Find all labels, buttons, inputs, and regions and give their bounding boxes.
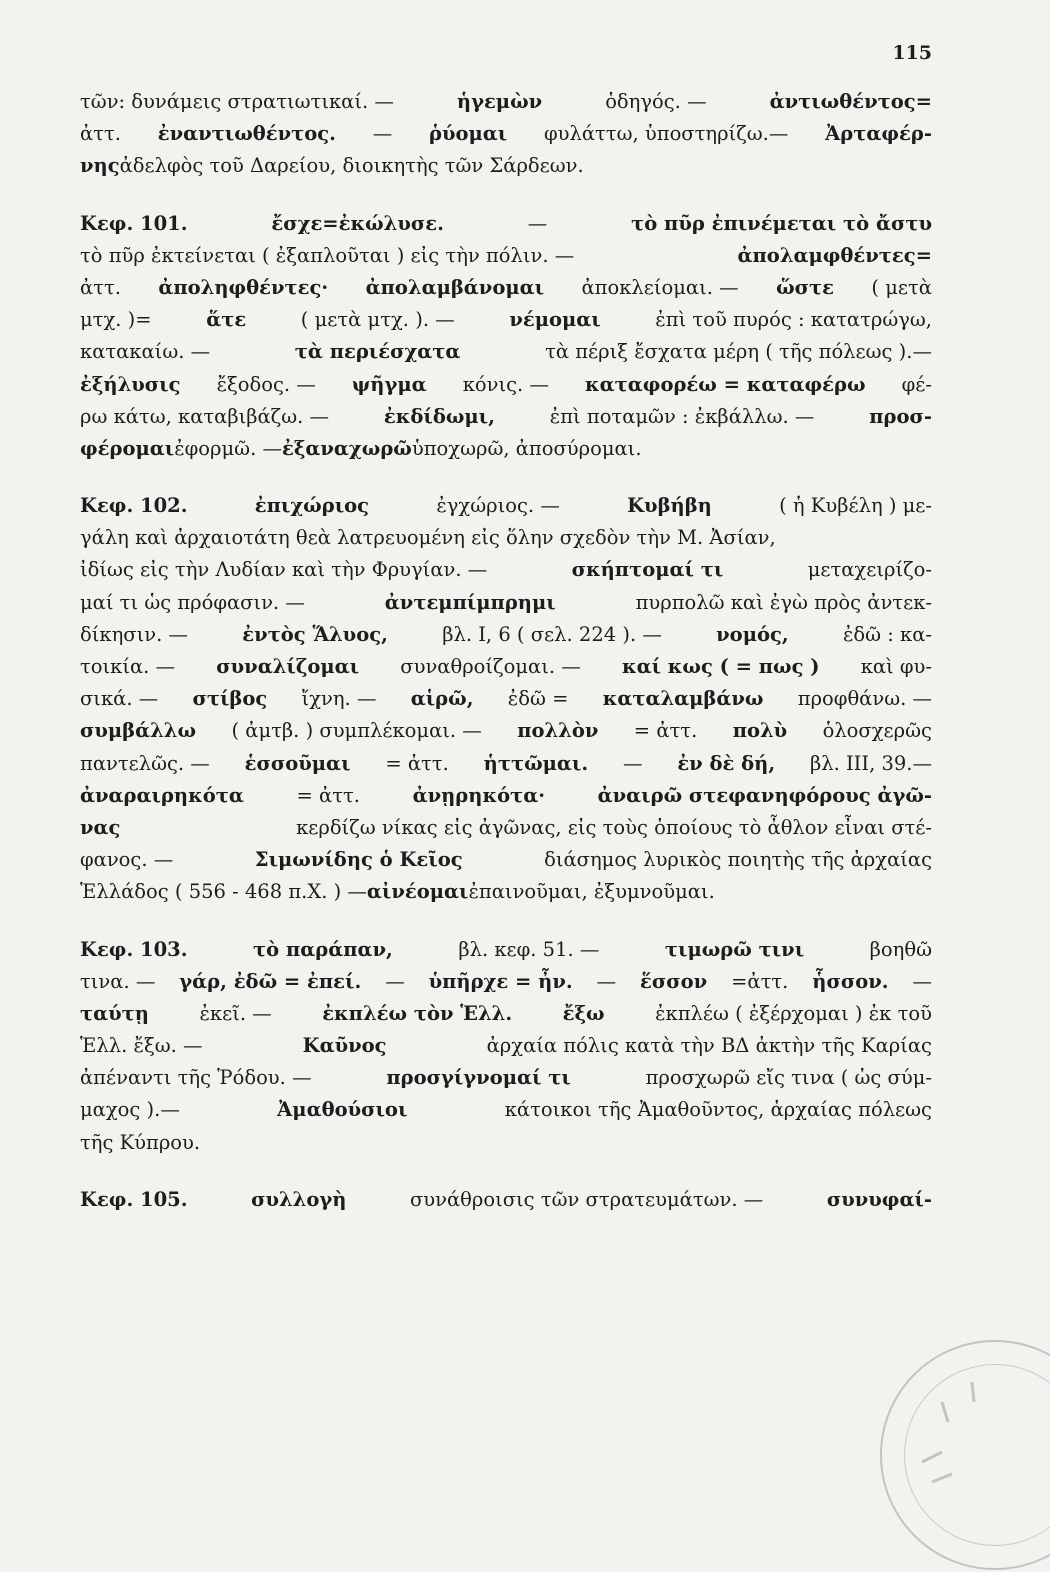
paragraph-gap xyxy=(80,465,932,490)
gloss-text: κόνις. — xyxy=(462,372,549,396)
gloss-text: ( μετὰ xyxy=(871,275,932,299)
gloss-text: Ἑλλ. ἔξω. — xyxy=(80,1034,203,1058)
gloss-text: τῆς Κύπρου. xyxy=(80,1130,201,1154)
gloss-text: μαχος ).— xyxy=(80,1098,180,1122)
paragraph-gap xyxy=(80,909,932,934)
text-line xyxy=(80,554,932,586)
gloss-text: ὁλοσχερῶς xyxy=(822,719,932,743)
gloss-text: κερδίζω νίκας εἰς ἀγῶνας, εἰς τοὺς ὁποίους τὸ ἆθλον εἶναι στέ- xyxy=(296,815,932,839)
text-line xyxy=(80,934,932,966)
gloss-text: συναθροίζομαι. — xyxy=(400,655,581,678)
gloss-text: Ἑλλάδος ( 556 - 468 π.Χ. ) — xyxy=(80,880,367,904)
headword: προσ- xyxy=(869,404,932,428)
text-line xyxy=(80,1094,932,1126)
gloss-text: ὑποχωρῶ, ἀποσύρομαι. xyxy=(411,436,642,460)
gloss-text: σικά. — xyxy=(80,687,159,711)
text-line xyxy=(80,812,932,844)
paragraph-gap xyxy=(80,1159,932,1184)
gloss-text: ἀποκλείομαι. — xyxy=(581,275,739,299)
text-line xyxy=(80,433,932,465)
headword: ἀνῃρηκότα· xyxy=(412,783,545,807)
headword: συνυφαί- xyxy=(826,1187,932,1211)
headword: αἰνέομαι xyxy=(366,880,469,904)
headword: Καῦνος xyxy=(302,1034,387,1058)
headword: ἀντιωθέντος= xyxy=(769,90,932,113)
gloss-text: ἀττ. xyxy=(80,122,121,146)
text-line xyxy=(80,780,932,812)
text-line xyxy=(80,490,932,522)
gloss-text: μαί τι ὡς πρόφασιν. — xyxy=(80,590,305,614)
gloss-text: ἐπὶ ποταμῶν : ἐκβάλλω. — xyxy=(549,404,815,428)
gloss-text: ἐπαινοῦμαι, ἐξυμνοῦμαι. xyxy=(468,880,715,904)
headword: ὥστε xyxy=(776,275,834,299)
headword: Ἀμαθούσιοι xyxy=(277,1098,408,1122)
headword: γάρ, ἐδῶ = ἐπεί. xyxy=(179,969,362,993)
headword: ἐντὸς Ἅλυος, xyxy=(242,622,388,646)
headword: Κεφ. 105. xyxy=(80,1187,188,1211)
gloss-text: ἐπὶ τοῦ πυρός : κατατρώγω, xyxy=(655,308,932,332)
gloss-text: καὶ φυ- xyxy=(860,655,932,678)
text-line xyxy=(80,240,932,272)
gloss-text: = ἀττ. xyxy=(296,783,360,807)
gloss-text: ἔξοδος. — xyxy=(216,372,316,396)
gloss-text: μτχ. )= xyxy=(80,308,152,332)
headword: καταφορέω = καταφέρω xyxy=(585,372,866,396)
text-line xyxy=(80,522,932,554)
text-line xyxy=(80,336,932,368)
text-line xyxy=(80,304,932,336)
headword: νης xyxy=(80,154,120,178)
text-line xyxy=(80,683,932,715)
headword: τὸ παράπαν, xyxy=(253,937,393,961)
headword: νέμομαι xyxy=(509,308,601,332)
gloss-text: ὁδηγός. — xyxy=(605,90,707,113)
headword: νας xyxy=(80,815,121,839)
gloss-text: τινα. — xyxy=(80,969,156,993)
text-line xyxy=(80,1030,932,1062)
gloss-text: φυλάττω, ὑποστηρίζω.— xyxy=(543,122,789,146)
gloss-text: — xyxy=(912,969,932,993)
text-line xyxy=(80,715,932,747)
headword: Ἀρταφέρ- xyxy=(825,122,932,146)
gloss-text: ἀττ. xyxy=(80,275,121,299)
gloss-text: ἐγχώριος. — xyxy=(436,494,560,518)
gloss-text: φανος. — xyxy=(80,848,174,872)
headword: καταλαμβάνω xyxy=(602,687,764,711)
headword: ἐκδίδωμι, xyxy=(383,404,495,428)
headword: ἐξαναχωρῶ xyxy=(281,436,412,460)
headword: ἐν δὲ δή, xyxy=(677,751,776,775)
headword: Κεφ. 101. xyxy=(80,211,188,235)
text-line xyxy=(80,651,932,683)
library-stamp xyxy=(880,1340,1050,1570)
headword: ἅτε xyxy=(206,308,247,332)
text-line xyxy=(80,118,932,150)
gloss-text: ἀδελφὸς τοῦ Δαρείου, διοικητὴς τῶν Σάρδεων. xyxy=(119,154,584,178)
headword: ἡττῶμαι. xyxy=(483,751,589,775)
gloss-text: κάτοικοι τῆς Ἀμαθοῦντος, ἀρχαίας πόλεως xyxy=(504,1098,932,1122)
page-number: 115 xyxy=(892,42,932,64)
text-line xyxy=(80,1127,932,1159)
headword: ταύτῃ xyxy=(80,1001,149,1025)
gloss-text: ἀρχαία πόλις κατὰ τὴν ΒΔ ἀκτὴν τῆς Καρίας xyxy=(486,1034,932,1058)
gloss-text: ἀπέναντι τῆς Ῥόδου. — xyxy=(80,1066,312,1090)
headword: ἀπολαμβάνομαι xyxy=(365,275,545,299)
gloss-text: ἐφορμῶ. — xyxy=(174,436,282,460)
headword: ὑπῆρχε = ἦν. xyxy=(428,969,573,993)
gloss-text: ( μετὰ μτχ. ). — xyxy=(300,308,455,332)
headword: ἑσσοῦμαι xyxy=(244,751,351,775)
headword: ἔσχε=ἐκώλυσε. xyxy=(271,211,444,235)
gloss-text: παντελῶς. — xyxy=(80,751,210,775)
gloss-text: βοηθῶ xyxy=(869,937,932,961)
headword: τιμωρῶ τινι xyxy=(664,937,805,961)
headword: ἐξήλυσις xyxy=(80,372,181,396)
headword: φέρομαι xyxy=(80,436,175,460)
gloss-text: ( ἀμτβ. ) συμπλέκομαι. — xyxy=(231,719,482,743)
text-line xyxy=(80,401,932,433)
headword: ἕσσον xyxy=(640,969,708,993)
gloss-text: βλ. III, 39.— xyxy=(809,751,932,775)
gloss-text: μεταχειρίζο- xyxy=(807,558,932,582)
paragraph-gap xyxy=(80,183,932,208)
headword: συμβάλλω xyxy=(80,719,197,743)
text-line xyxy=(80,1184,932,1216)
headword: ἐναντιωθέντος. xyxy=(157,122,336,146)
gloss-text: = ἀττ. xyxy=(385,751,449,775)
headword: προσγίγνομαί τι xyxy=(386,1066,571,1090)
text-line xyxy=(80,998,932,1030)
gloss-text: κατακαίω. — xyxy=(80,340,211,364)
gloss-text: ἐδῶ : κα- xyxy=(842,622,932,646)
headword: ῥύομαι xyxy=(428,122,508,146)
gloss-text: τοικία. — xyxy=(80,655,176,678)
gloss-text: πυρπολῶ καὶ ἐγὼ πρὸς ἀντεκ- xyxy=(635,590,932,614)
gloss-text: τὸ πῦρ ἐκτείνεται ( ἐξαπλοῦται ) εἰς τὴν πόλιν. — xyxy=(80,243,575,267)
text-line xyxy=(80,86,932,118)
gloss-text: ἐδῶ = xyxy=(507,687,569,711)
text-line xyxy=(80,150,932,182)
text-line xyxy=(80,208,932,240)
headword: Σιμωνίδης ὁ Κεῖος xyxy=(254,848,463,872)
headword: συναλίζομαι xyxy=(216,655,360,678)
headword: ἐπιχώριος xyxy=(254,494,370,518)
gloss-text: — xyxy=(527,211,548,235)
gloss-text: συνάθροισις τῶν στρατευμάτων. — xyxy=(409,1187,764,1211)
headword: καί κως ( = πως ) xyxy=(621,655,820,678)
gloss-text: — xyxy=(385,969,405,993)
gloss-text: — xyxy=(622,751,643,775)
headword: σκήπτομαί τι xyxy=(571,558,724,582)
gloss-text: ἰδίως εἰς τὴν Λυδίαν καὶ τὴν Φρυγίαν. — xyxy=(80,558,488,582)
headword: ψῆγμα xyxy=(351,372,427,396)
text-line xyxy=(80,876,932,908)
headword: Κυβήβη xyxy=(627,494,712,518)
headword: συλλογὴ xyxy=(251,1187,347,1211)
text-line xyxy=(80,369,932,401)
headword: ἀντεμπίμπρημι xyxy=(384,590,556,614)
headword: νομός, xyxy=(716,622,789,646)
headword: ἀπολαμφθέντες= xyxy=(737,243,932,267)
text-line xyxy=(80,619,932,651)
gloss-text: ἐκπλέω ( ἐξέρχομαι ) ἐκ τοῦ xyxy=(655,1001,932,1025)
gloss-text: — xyxy=(372,122,393,146)
text-line xyxy=(80,966,932,998)
headword: Κεφ. 103. xyxy=(80,937,188,961)
text-line xyxy=(80,587,932,619)
gloss-text: δίκησιν. — xyxy=(80,622,188,646)
gloss-text: προφθάνω. — xyxy=(797,687,932,711)
gloss-text: τὰ πέριξ ἔσχατα μέρη ( τῆς πόλεως ).— xyxy=(545,340,932,364)
gloss-text: γάλη καὶ ἀρχαιοτάτη θεὰ λατρευομένη εἰς ὅλην σχεδὸν τὴν Μ. Ἀσίαν, xyxy=(80,526,776,550)
headword: ἀποληφθέντες· xyxy=(158,275,329,299)
gloss-text: βλ. I, 6 ( σελ. 224 ). — xyxy=(442,622,662,646)
gloss-text: ἐκεῖ. — xyxy=(199,1001,272,1025)
headword: ἔξω xyxy=(562,1001,605,1025)
gloss-text: ρω κάτω, καταβιβάζω. — xyxy=(80,404,330,428)
text-line xyxy=(80,1062,932,1094)
headword: ἐκπλέω τὸν Ἑλλ. xyxy=(322,1001,513,1025)
headword: ἀναιρῶ στεφανηφόρους ἀγῶ- xyxy=(597,783,932,807)
text-line xyxy=(80,272,932,304)
headword: τὸ πῦρ ἐπινέμεται τὸ ἄστυ xyxy=(631,211,932,235)
gloss-text: βλ. κεφ. 51. — xyxy=(458,937,600,961)
headword: αἱρῶ, xyxy=(410,687,474,711)
gloss-text: τῶν: δυνάμεις στρατιωτικαί. — xyxy=(80,90,394,113)
gloss-text: =ἀττ. xyxy=(731,969,789,993)
headword: πολὺ xyxy=(732,719,788,743)
glossary-text xyxy=(80,86,932,1216)
gloss-text: προσχωρῶ εἴς τινα ( ὡς σύμ- xyxy=(645,1066,932,1090)
headword: ἀναραιρηκότα xyxy=(80,783,244,807)
headword: πολλὸν xyxy=(517,719,599,743)
gloss-text: διάσημος λυρικὸς ποιητὴς τῆς ἀρχαίας xyxy=(544,848,932,872)
gloss-text: — xyxy=(596,969,617,993)
gloss-text: φέ- xyxy=(901,372,932,396)
headword: ἡγεμὼν xyxy=(456,90,543,113)
gloss-text: ἴχνη. — xyxy=(301,687,377,711)
text-line xyxy=(80,748,932,780)
gloss-text: ( ἡ Κυβέλη ) με- xyxy=(779,494,932,518)
headword: ἧσσον. xyxy=(812,969,889,993)
text-line xyxy=(80,844,932,876)
gloss-text: = ἀττ. xyxy=(633,719,698,743)
headword: τὰ περιέσχατα xyxy=(294,340,461,364)
headword: Κεφ. 102. xyxy=(80,494,188,518)
headword: στίβος xyxy=(192,687,268,711)
